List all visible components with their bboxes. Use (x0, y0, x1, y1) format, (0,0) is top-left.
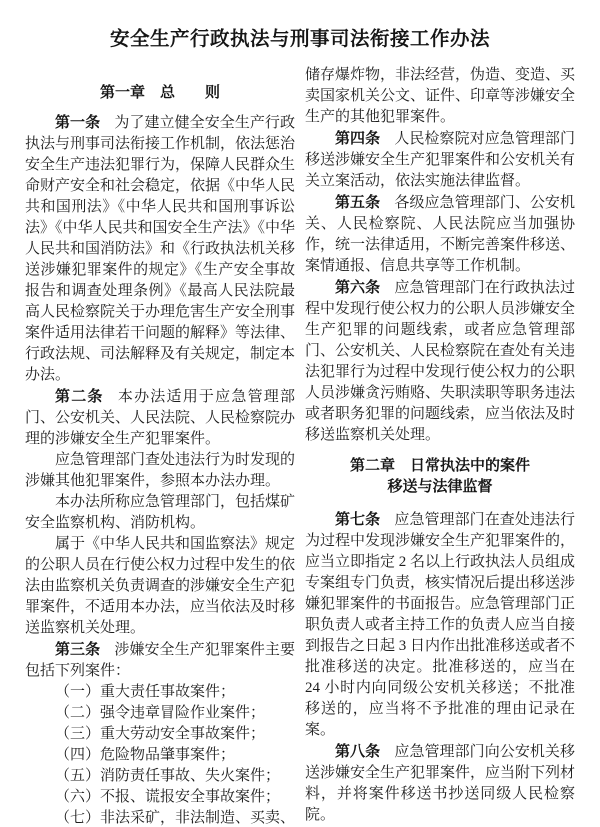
article-paragraph (305, 741, 575, 826)
chapter-2-heading-line1: 第二章 日常执法中的案件 (349, 457, 530, 474)
list-item (25, 682, 295, 703)
list-item (25, 766, 295, 787)
list-item-text: （六）不报、谎报安全事故案件； (55, 789, 281, 805)
article-paragraph (305, 128, 575, 192)
chapter-2-heading (305, 455, 575, 497)
article-text: 为了建立健全安全生产行政执法与刑事司法衔接工作机制，依法惩治安全生产违法犯罪行为，保障人民群众生命财产安全和社会稳定，依据《中华人民共和国刑法》《中华人民共和国刑事诉讼法》《中华人民共和国安全生产法》《中华人民共和国消防法》和《行政执法机关移送涉嫌犯罪案件的规定》《生产安全事故报告和调查处理条例》《最高人民法院最高人民检察院关于办理危害生产安全刑事案件适用法律若干问题的解释》等法律、行政法规、司法解释及有关规定，制定本办法。 (25, 115, 296, 383)
article-paragraph (25, 450, 295, 492)
article-text: 属于《中华人民共和国监察法》规定的公职人员在行使公权力过程中发生的依法由监察机关负责调查的涉嫌安全生产犯罪案件，不适用本办法，应当依法及时移送监察机关处理。 (25, 536, 296, 636)
list-item-text: （五）消防责任事故、失火案件； (55, 768, 281, 784)
article-text: 应急管理部门查处违法行为时发现的涉嫌其他犯罪案件，参照本办法办理。 (25, 452, 296, 489)
article-paragraph (25, 386, 295, 450)
article-number-label: 第四条 (335, 130, 381, 147)
list-item-text: （七）非法采矿，非法制造、买卖、 (55, 810, 296, 826)
document-title: 安全生产行政执法与刑事司法衔接工作办法 (109, 29, 490, 50)
chapter-1-heading: 第一章 总 则 (99, 84, 220, 101)
article-text: 各级应急管理部门、公安机关、人民检察院、人民法院应当加强协作，统一法律适用，不断完善案件移送、案情通报、信息共享等工作机制。 (305, 195, 576, 274)
article-paragraph (305, 192, 575, 277)
article-paragraph (25, 492, 295, 534)
article-text: 涉嫌安全生产犯罪案件主要包括下列案件： (25, 642, 295, 679)
article-paragraph (25, 639, 295, 682)
article-number-label: 第六条 (335, 279, 381, 296)
list-item-text: （三）重大劳动安全事故案件； (55, 726, 266, 742)
article-text: 人民检察院对应急管理部门移送涉嫌安全生产犯罪案件和公安机关有关立案活动，依法实施法律监督。 (305, 131, 576, 189)
article-text: 应急管理部门在行政执法过程中发现行使公权力的公职人员涉嫌安全生产犯罪的问题线索，或者应急管理部门、公安机关、人民检察院在查处有关违法犯罪行为过程中发现行使公权力的公职人员涉嫌贪污贿赂、失职渎职等职务违法或者职务犯罪的问题线索，应当依法及时移送监察机关处理。 (305, 280, 576, 443)
list-item (25, 724, 295, 745)
article-text: 本办法适用于应急管理部门、公安机关、人民法院、人民检察院办理的涉嫌安全生产犯罪案件。 (25, 389, 296, 447)
article-text: 本办法所称应急管理部门，包括煤矿安全监察机构、消防机构。 (25, 494, 296, 531)
list-item-text: （一）重大责任事故案件； (55, 684, 236, 700)
article-number-label: 第五条 (335, 194, 381, 211)
list-item (25, 745, 295, 766)
chapter-2-heading-line2: 移送与法律监督 (387, 478, 493, 495)
list-item-text: （二）强令违章冒险作业案件； (55, 705, 266, 721)
article-paragraph (305, 277, 575, 446)
article-number-label: 第一条 (55, 114, 101, 131)
article-paragraph (25, 534, 295, 639)
article-paragraph (305, 509, 575, 741)
continuation-paragraph (305, 65, 575, 128)
list-item (25, 787, 295, 808)
document-body (25, 65, 575, 827)
article-number-label: 第三条 (55, 641, 101, 658)
article-text: 应急管理部门向公安机关移送涉嫌安全生产犯罪案件，应当附下列材料，并将案件移送书抄送同级人民检察院。 (305, 744, 576, 823)
article-number-label: 第七条 (335, 511, 381, 528)
article-text: 储存爆炸物，非法经营，伪造、变造、买卖国家机关公文、证件、印章等涉嫌安全生产的其他犯罪案件。 (305, 67, 576, 125)
article-paragraph (25, 112, 295, 386)
list-item (25, 703, 295, 724)
list-item-text: （四）危险物品肇事案件； (55, 747, 236, 763)
left-column (25, 65, 295, 827)
list-item (25, 808, 295, 827)
right-column (305, 65, 575, 827)
article-number-label: 第二条 (55, 388, 104, 405)
article-text: 应急管理部门在查处违法行为过程中发现涉嫌安全生产犯罪案件的，应当立即指定 2 名以上行政执法人员组成专案组专门负责，核实情况后提出移送涉嫌犯罪案件的书面报告。应急管理部门正职负责人或者主持工作的负责人应当自接到报告之日起 3 日内作出批准移送或者不批准移送的决定。批准移送的，应当在 24 小时内向同级公安机关移送；不批准移送的，应当将不予批准的理由记录在案。 (305, 512, 576, 738)
article-number-label: 第八条 (335, 743, 381, 760)
